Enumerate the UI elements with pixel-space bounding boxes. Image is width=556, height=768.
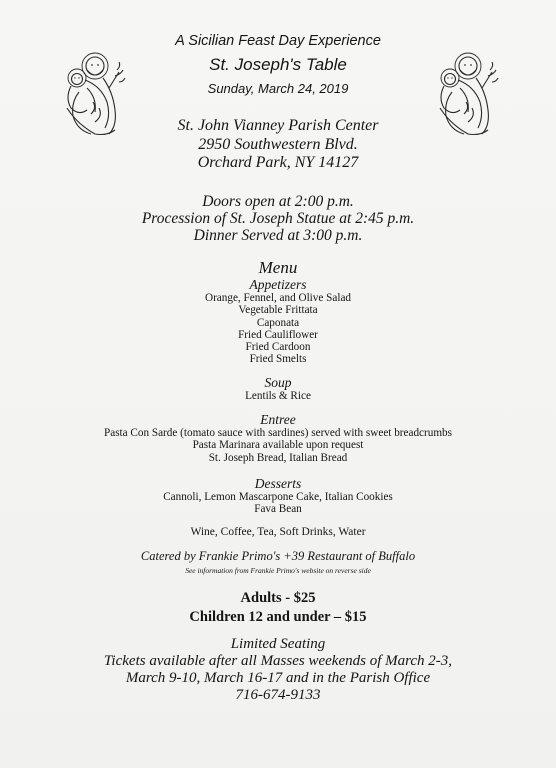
caterer-note: See information from Frankie Primo's website on reverse side xyxy=(185,566,371,575)
seating-info xyxy=(0,636,556,704)
menu-item: Fried Smelts xyxy=(249,353,307,366)
menu-section-appetizers xyxy=(0,277,556,366)
menu-item: Cannoli, Lemon Mascarpone Cake, Italian Cookies xyxy=(163,491,393,503)
menu-item: Vegetable Frittata xyxy=(238,304,318,317)
seating-line: Tickets available after all Masses weekends of March 2-3, xyxy=(103,653,453,669)
section-heading: Soup xyxy=(264,375,292,390)
venue-address xyxy=(0,117,556,173)
event-date: Sunday, March 24, 2019 xyxy=(207,81,349,96)
event-tagline: A Sicilian Feast Day Experience xyxy=(175,33,381,49)
venue-name: St. John Vianney Parish Center xyxy=(177,117,379,134)
menu-section-desserts xyxy=(0,476,556,516)
section-heading: Entree xyxy=(260,412,296,427)
schedule-line: Procession of St. Joseph Statue at 2:45 p.m. xyxy=(141,210,415,227)
menu-drinks: Wine, Coffee, Tea, Soft Drinks, Water xyxy=(190,526,366,538)
event-schedule xyxy=(0,193,556,244)
price-children: Children 12 and under – $15 xyxy=(189,609,367,625)
menu-item: Pasta Marinara available upon request xyxy=(192,439,364,452)
menu-item: Fried Cardoon xyxy=(245,341,311,354)
seating-line: March 9-10, March 16-17 and in the Parish Office xyxy=(125,670,431,686)
menu-item: Fried Cauliflower xyxy=(238,328,318,341)
menu-item: Caponata xyxy=(256,316,300,329)
seating-heading: Limited Seating xyxy=(230,636,326,652)
section-heading: Appetizers xyxy=(249,277,307,292)
menu-heading: Menu xyxy=(258,258,298,277)
menu-item: Lentils & Rice xyxy=(245,390,311,402)
menu-item: Pasta Con Sarde (tomato sauce with sardines) served with sweet breadcrumbs xyxy=(104,427,452,439)
menu-item: St. Joseph Bread, Italian Bread xyxy=(208,451,348,464)
ticket-prices xyxy=(0,589,556,627)
venue-city: Orchard Park, NY 14127 xyxy=(197,154,359,171)
menu-item: Orange, Fennel, and Olive Salad xyxy=(204,292,352,304)
venue-street: 2950 Southwestern Blvd. xyxy=(198,135,358,153)
price-adults: Adults - $25 xyxy=(240,590,316,606)
menu-section-entree xyxy=(0,412,556,464)
menu-item: Fava Bean xyxy=(254,503,302,516)
caterer-line: Catered by Frankie Primo's +39 Restaurant of Buffalo xyxy=(140,549,416,563)
event-title: St. Joseph's Table xyxy=(209,55,347,74)
menu-section-soup xyxy=(0,375,556,402)
seating-phone: 716-674-9133 xyxy=(235,687,321,703)
section-heading: Desserts xyxy=(254,476,302,491)
schedule-line: Dinner Served at 3:00 p.m. xyxy=(193,227,363,244)
schedule-line: Doors open at 2:00 p.m. xyxy=(202,193,354,210)
